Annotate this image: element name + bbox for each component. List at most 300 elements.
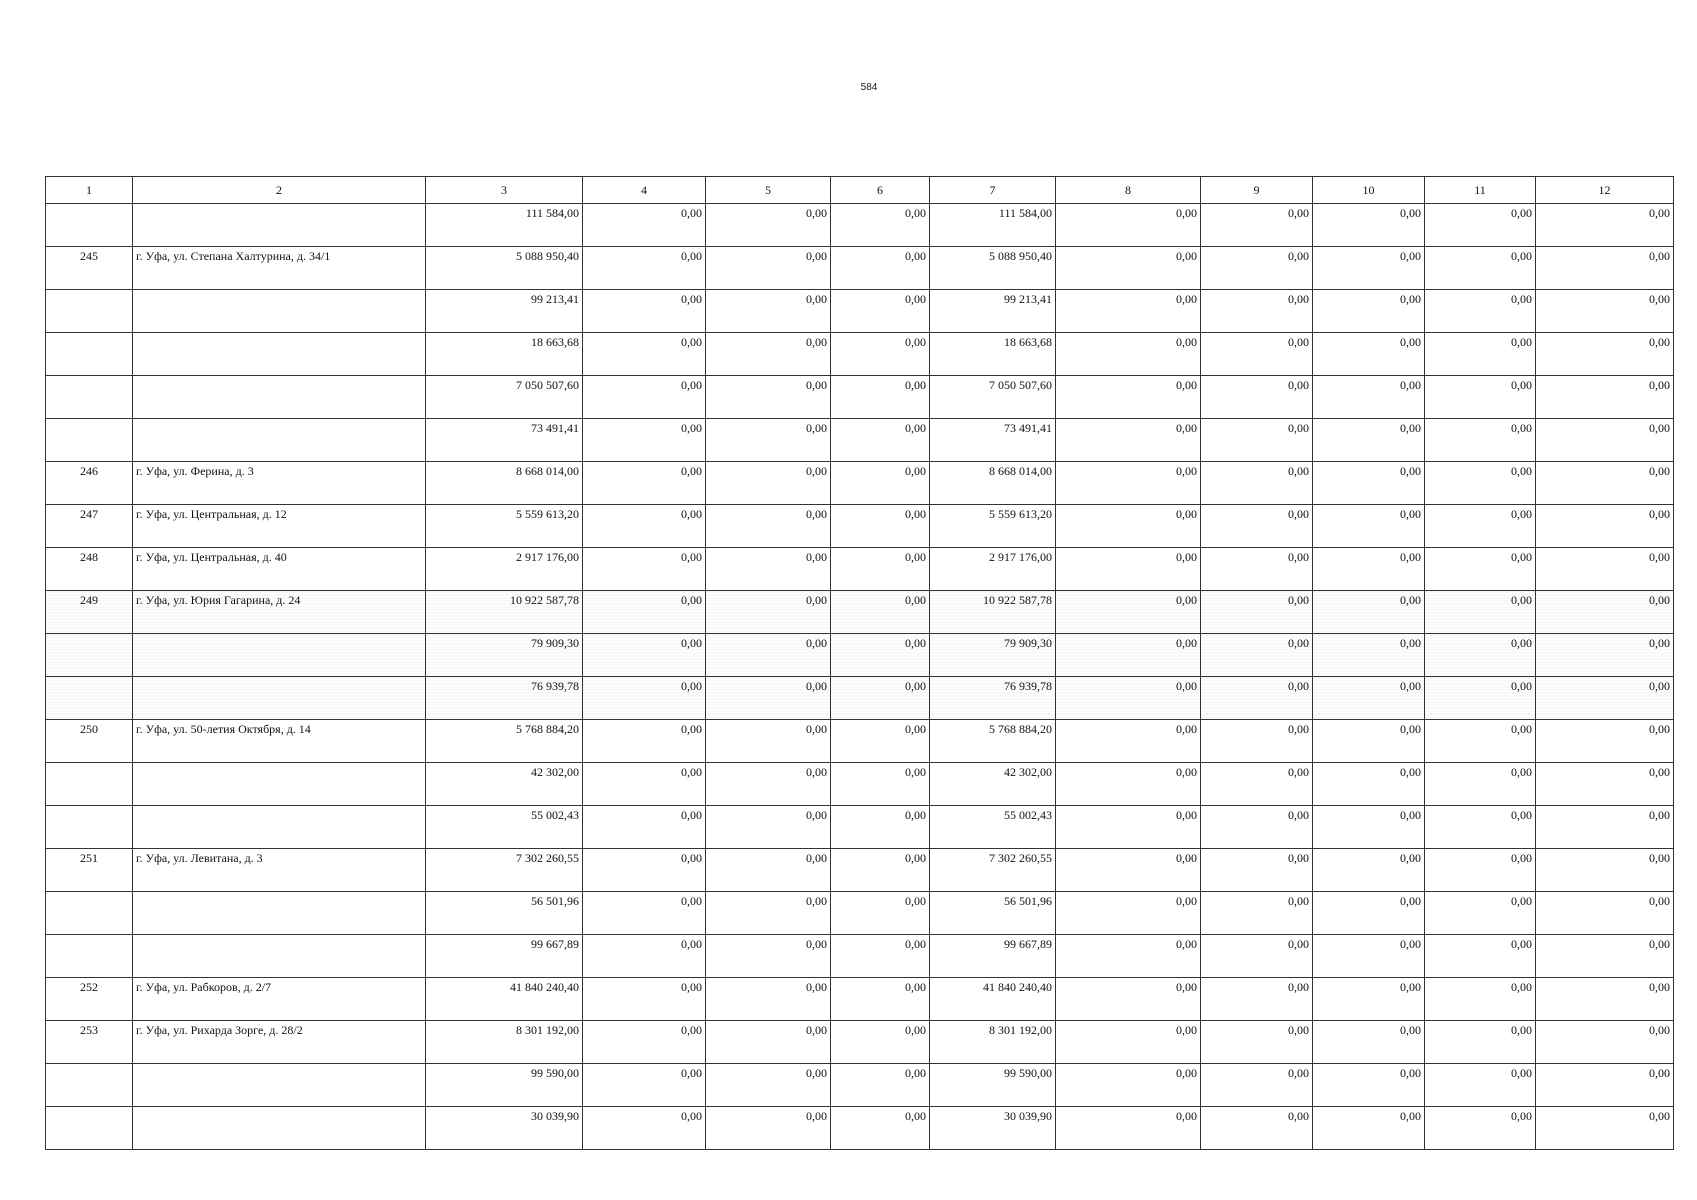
amount-cell: 0,00 xyxy=(1425,892,1536,935)
amount-cell: 10 922 587,78 xyxy=(426,591,583,634)
row-number-cell: 251 xyxy=(46,849,133,892)
amount-cell: 0,00 xyxy=(1056,935,1201,978)
amount-cell: 0,00 xyxy=(1201,677,1313,720)
amount-cell: 0,00 xyxy=(1313,892,1425,935)
column-header: 6 xyxy=(831,177,930,204)
amount-cell: 18 663,68 xyxy=(426,333,583,376)
amount-cell: 0,00 xyxy=(1201,247,1313,290)
address-cell: г. Уфа, ул. Центральная, д. 12 xyxy=(133,505,426,548)
amount-cell: 0,00 xyxy=(1056,204,1201,247)
amount-cell: 0,00 xyxy=(831,419,930,462)
amount-cell: 0,00 xyxy=(706,548,831,591)
row-number-cell xyxy=(46,419,133,462)
amount-cell: 0,00 xyxy=(1425,1107,1536,1150)
amount-cell: 0,00 xyxy=(1313,1021,1425,1064)
row-number-cell xyxy=(46,763,133,806)
amount-cell: 0,00 xyxy=(583,204,706,247)
amount-cell: 0,00 xyxy=(1313,548,1425,591)
amount-cell: 0,00 xyxy=(583,548,706,591)
amount-cell: 99 213,41 xyxy=(930,290,1056,333)
amount-cell: 56 501,96 xyxy=(426,892,583,935)
table-row xyxy=(46,247,1674,290)
amount-cell: 18 663,68 xyxy=(930,333,1056,376)
amount-cell: 0,00 xyxy=(831,376,930,419)
amount-cell: 0,00 xyxy=(1313,419,1425,462)
amount-cell: 0,00 xyxy=(706,462,831,505)
amount-cell: 0,00 xyxy=(1056,634,1201,677)
amount-cell: 0,00 xyxy=(1056,333,1201,376)
amount-cell: 0,00 xyxy=(1056,720,1201,763)
amount-cell: 0,00 xyxy=(1313,935,1425,978)
table-row xyxy=(46,677,1674,720)
amount-cell: 0,00 xyxy=(706,419,831,462)
amount-cell: 0,00 xyxy=(831,505,930,548)
amount-cell: 0,00 xyxy=(1056,1021,1201,1064)
amount-cell: 0,00 xyxy=(1536,763,1674,806)
amount-cell: 0,00 xyxy=(1056,462,1201,505)
amount-cell: 0,00 xyxy=(1425,1021,1536,1064)
address-cell xyxy=(133,892,426,935)
amount-cell: 0,00 xyxy=(706,634,831,677)
amount-cell: 41 840 240,40 xyxy=(426,978,583,1021)
address-cell xyxy=(133,677,426,720)
amount-cell: 0,00 xyxy=(831,763,930,806)
amount-cell: 0,00 xyxy=(831,591,930,634)
amount-cell: 0,00 xyxy=(706,935,831,978)
header-row xyxy=(46,177,1674,204)
amount-cell: 0,00 xyxy=(706,1021,831,1064)
amount-cell: 0,00 xyxy=(831,849,930,892)
amount-cell: 0,00 xyxy=(583,677,706,720)
amount-cell: 5 768 884,20 xyxy=(930,720,1056,763)
amount-cell: 0,00 xyxy=(1313,806,1425,849)
table-row xyxy=(46,763,1674,806)
amount-cell: 0,00 xyxy=(1425,333,1536,376)
amount-cell: 73 491,41 xyxy=(426,419,583,462)
amount-cell: 0,00 xyxy=(1425,419,1536,462)
column-header: 3 xyxy=(426,177,583,204)
amount-cell: 0,00 xyxy=(1201,419,1313,462)
row-number-cell xyxy=(46,634,133,677)
amount-cell: 0,00 xyxy=(1056,505,1201,548)
address-cell xyxy=(133,935,426,978)
amount-cell: 0,00 xyxy=(831,978,930,1021)
address-cell: г. Уфа, ул. Юрия Гагарина, д. 24 xyxy=(133,591,426,634)
amount-cell: 0,00 xyxy=(1425,677,1536,720)
table-row xyxy=(46,892,1674,935)
amount-cell: 0,00 xyxy=(1201,462,1313,505)
amount-cell: 76 939,78 xyxy=(930,677,1056,720)
column-header: 9 xyxy=(1201,177,1313,204)
amount-cell: 0,00 xyxy=(1313,1107,1425,1150)
amount-cell: 0,00 xyxy=(1425,247,1536,290)
row-number-cell: 252 xyxy=(46,978,133,1021)
amount-cell: 99 213,41 xyxy=(426,290,583,333)
amount-cell: 0,00 xyxy=(706,892,831,935)
amount-cell: 30 039,90 xyxy=(930,1107,1056,1150)
amount-cell: 0,00 xyxy=(706,1107,831,1150)
amount-cell: 5 768 884,20 xyxy=(426,720,583,763)
amount-cell: 0,00 xyxy=(1425,591,1536,634)
amount-cell: 5 088 950,40 xyxy=(426,247,583,290)
amount-cell: 55 002,43 xyxy=(426,806,583,849)
table-row xyxy=(46,505,1674,548)
amount-cell: 0,00 xyxy=(1201,591,1313,634)
amount-cell: 0,00 xyxy=(583,1021,706,1064)
amount-cell: 0,00 xyxy=(1313,720,1425,763)
address-cell xyxy=(133,333,426,376)
amount-cell: 7 050 507,60 xyxy=(426,376,583,419)
amount-cell: 0,00 xyxy=(706,290,831,333)
table-row xyxy=(46,204,1674,247)
amount-cell: 0,00 xyxy=(706,1064,831,1107)
amount-cell: 0,00 xyxy=(831,1021,930,1064)
amount-cell: 99 590,00 xyxy=(426,1064,583,1107)
table-row xyxy=(46,376,1674,419)
amount-cell: 0,00 xyxy=(583,935,706,978)
amount-cell: 0,00 xyxy=(1425,720,1536,763)
row-number-cell xyxy=(46,1107,133,1150)
address-cell xyxy=(133,763,426,806)
amount-cell: 42 302,00 xyxy=(930,763,1056,806)
amount-cell: 0,00 xyxy=(706,806,831,849)
amount-cell: 30 039,90 xyxy=(426,1107,583,1150)
row-number-cell xyxy=(46,204,133,247)
amount-cell: 0,00 xyxy=(1536,505,1674,548)
address-cell: г. Уфа, ул. Рихарда Зорге, д. 28/2 xyxy=(133,1021,426,1064)
amount-cell: 0,00 xyxy=(583,849,706,892)
amount-cell: 0,00 xyxy=(1425,548,1536,591)
amount-cell: 5 559 613,20 xyxy=(930,505,1056,548)
amount-cell: 8 301 192,00 xyxy=(426,1021,583,1064)
amount-cell: 76 939,78 xyxy=(426,677,583,720)
amount-cell: 0,00 xyxy=(583,505,706,548)
amount-cell: 0,00 xyxy=(1056,591,1201,634)
amount-cell: 0,00 xyxy=(1201,204,1313,247)
amount-cell: 0,00 xyxy=(1313,290,1425,333)
amount-cell: 56 501,96 xyxy=(930,892,1056,935)
amount-cell: 0,00 xyxy=(1313,849,1425,892)
amount-cell: 0,00 xyxy=(583,1064,706,1107)
amount-cell: 0,00 xyxy=(1056,1064,1201,1107)
amount-cell: 0,00 xyxy=(1425,806,1536,849)
amount-cell: 0,00 xyxy=(1425,505,1536,548)
amount-cell: 0,00 xyxy=(1536,1021,1674,1064)
amount-cell: 0,00 xyxy=(706,204,831,247)
amount-cell: 0,00 xyxy=(1201,849,1313,892)
amount-cell: 8 668 014,00 xyxy=(426,462,583,505)
table-row xyxy=(46,1107,1674,1150)
amount-cell: 0,00 xyxy=(1201,1107,1313,1150)
amount-cell: 10 922 587,78 xyxy=(930,591,1056,634)
table-row xyxy=(46,548,1674,591)
amount-cell: 0,00 xyxy=(831,462,930,505)
amount-cell: 0,00 xyxy=(1425,462,1536,505)
budget-table xyxy=(45,176,1674,1150)
amount-cell: 0,00 xyxy=(1201,333,1313,376)
amount-cell: 0,00 xyxy=(706,849,831,892)
amount-cell: 7 302 260,55 xyxy=(426,849,583,892)
amount-cell: 0,00 xyxy=(1536,591,1674,634)
amount-cell: 0,00 xyxy=(706,763,831,806)
amount-cell: 0,00 xyxy=(831,247,930,290)
amount-cell: 0,00 xyxy=(583,1107,706,1150)
amount-cell: 0,00 xyxy=(1313,462,1425,505)
amount-cell: 0,00 xyxy=(1313,505,1425,548)
table-row xyxy=(46,935,1674,978)
column-header: 8 xyxy=(1056,177,1201,204)
amount-cell: 0,00 xyxy=(583,720,706,763)
amount-cell: 0,00 xyxy=(1201,1021,1313,1064)
amount-cell: 2 917 176,00 xyxy=(930,548,1056,591)
amount-cell: 0,00 xyxy=(1536,1107,1674,1150)
amount-cell: 0,00 xyxy=(1425,978,1536,1021)
amount-cell: 0,00 xyxy=(831,333,930,376)
amount-cell: 0,00 xyxy=(583,634,706,677)
amount-cell: 0,00 xyxy=(831,1107,930,1150)
row-number-cell: 250 xyxy=(46,720,133,763)
address-cell xyxy=(133,1107,426,1150)
amount-cell: 0,00 xyxy=(1425,935,1536,978)
amount-cell: 0,00 xyxy=(706,978,831,1021)
amount-cell: 0,00 xyxy=(1425,204,1536,247)
amount-cell: 0,00 xyxy=(1313,591,1425,634)
amount-cell: 0,00 xyxy=(1536,333,1674,376)
table-row xyxy=(46,290,1674,333)
amount-cell: 0,00 xyxy=(706,333,831,376)
amount-cell: 0,00 xyxy=(1536,419,1674,462)
column-header: 12 xyxy=(1536,177,1674,204)
amount-cell: 0,00 xyxy=(1536,978,1674,1021)
amount-cell: 0,00 xyxy=(1425,849,1536,892)
address-cell xyxy=(133,1064,426,1107)
amount-cell: 0,00 xyxy=(1313,1064,1425,1107)
column-header: 1 xyxy=(46,177,133,204)
amount-cell: 0,00 xyxy=(1056,806,1201,849)
amount-cell: 0,00 xyxy=(1536,634,1674,677)
amount-cell: 0,00 xyxy=(1201,634,1313,677)
amount-cell: 0,00 xyxy=(1201,290,1313,333)
address-cell xyxy=(133,419,426,462)
row-number-cell xyxy=(46,333,133,376)
amount-cell: 5 088 950,40 xyxy=(930,247,1056,290)
amount-cell: 0,00 xyxy=(1425,290,1536,333)
amount-cell: 0,00 xyxy=(1536,247,1674,290)
amount-cell: 8 668 014,00 xyxy=(930,462,1056,505)
amount-cell: 0,00 xyxy=(1056,677,1201,720)
amount-cell: 0,00 xyxy=(1536,849,1674,892)
amount-cell: 0,00 xyxy=(1201,505,1313,548)
table-row xyxy=(46,419,1674,462)
amount-cell: 7 302 260,55 xyxy=(930,849,1056,892)
table-row xyxy=(46,1064,1674,1107)
table-row xyxy=(46,634,1674,677)
column-header: 11 xyxy=(1425,177,1536,204)
amount-cell: 0,00 xyxy=(706,247,831,290)
amount-cell: 0,00 xyxy=(1201,1064,1313,1107)
amount-cell: 0,00 xyxy=(1425,376,1536,419)
amount-cell: 0,00 xyxy=(831,806,930,849)
amount-cell: 99 667,89 xyxy=(930,935,1056,978)
column-header: 5 xyxy=(706,177,831,204)
table-row xyxy=(46,1021,1674,1064)
amount-cell: 0,00 xyxy=(583,978,706,1021)
address-cell xyxy=(133,376,426,419)
amount-cell: 0,00 xyxy=(1056,978,1201,1021)
row-number-cell xyxy=(46,935,133,978)
amount-cell: 0,00 xyxy=(583,591,706,634)
amount-cell: 0,00 xyxy=(831,1064,930,1107)
amount-cell: 0,00 xyxy=(1201,720,1313,763)
table-row xyxy=(46,806,1674,849)
amount-cell: 0,00 xyxy=(1536,548,1674,591)
amount-cell: 8 301 192,00 xyxy=(930,1021,1056,1064)
row-number-cell: 249 xyxy=(46,591,133,634)
column-header: 10 xyxy=(1313,177,1425,204)
amount-cell: 0,00 xyxy=(831,935,930,978)
page-number: 584 xyxy=(860,82,878,93)
amount-cell: 0,00 xyxy=(1201,376,1313,419)
amount-cell: 0,00 xyxy=(1536,462,1674,505)
column-header: 4 xyxy=(583,177,706,204)
amount-cell: 0,00 xyxy=(706,505,831,548)
address-cell xyxy=(133,204,426,247)
row-number-cell xyxy=(46,806,133,849)
amount-cell: 0,00 xyxy=(1536,290,1674,333)
table-row xyxy=(46,720,1674,763)
amount-cell: 0,00 xyxy=(831,548,930,591)
amount-cell: 0,00 xyxy=(1536,204,1674,247)
amount-cell: 0,00 xyxy=(831,720,930,763)
table-row xyxy=(46,462,1674,505)
column-header: 2 xyxy=(133,177,426,204)
amount-cell: 0,00 xyxy=(583,806,706,849)
amount-cell: 0,00 xyxy=(831,677,930,720)
row-number-cell xyxy=(46,892,133,935)
amount-cell: 111 584,00 xyxy=(426,204,583,247)
address-cell: г. Уфа, ул. Степана Халтурина, д. 34/1 xyxy=(133,247,426,290)
amount-cell: 111 584,00 xyxy=(930,204,1056,247)
table-row xyxy=(46,591,1674,634)
amount-cell: 0,00 xyxy=(583,333,706,376)
row-number-cell: 247 xyxy=(46,505,133,548)
amount-cell: 0,00 xyxy=(1313,376,1425,419)
row-number-cell: 246 xyxy=(46,462,133,505)
amount-cell: 0,00 xyxy=(1536,806,1674,849)
amount-cell: 0,00 xyxy=(1536,677,1674,720)
table-body xyxy=(46,204,1674,1150)
amount-cell: 7 050 507,60 xyxy=(930,376,1056,419)
amount-cell: 5 559 613,20 xyxy=(426,505,583,548)
amount-cell: 0,00 xyxy=(583,376,706,419)
amount-cell: 0,00 xyxy=(1201,763,1313,806)
amount-cell: 0,00 xyxy=(706,591,831,634)
address-cell xyxy=(133,634,426,677)
amount-cell: 0,00 xyxy=(1536,376,1674,419)
amount-cell: 0,00 xyxy=(1201,806,1313,849)
amount-cell: 0,00 xyxy=(706,376,831,419)
amount-cell: 0,00 xyxy=(1536,1064,1674,1107)
row-number-cell xyxy=(46,290,133,333)
amount-cell: 0,00 xyxy=(583,763,706,806)
address-cell xyxy=(133,290,426,333)
row-number-cell: 253 xyxy=(46,1021,133,1064)
amount-cell: 0,00 xyxy=(1313,634,1425,677)
amount-cell: 0,00 xyxy=(1056,892,1201,935)
amount-cell: 0,00 xyxy=(1201,978,1313,1021)
amount-cell: 0,00 xyxy=(1056,763,1201,806)
amount-cell: 99 590,00 xyxy=(930,1064,1056,1107)
amount-cell: 99 667,89 xyxy=(426,935,583,978)
address-cell: г. Уфа, ул. Рабкоров, д. 2/7 xyxy=(133,978,426,1021)
amount-cell: 79 909,30 xyxy=(426,634,583,677)
amount-cell: 0,00 xyxy=(1313,247,1425,290)
column-header: 7 xyxy=(930,177,1056,204)
amount-cell: 55 002,43 xyxy=(930,806,1056,849)
amount-cell: 0,00 xyxy=(1425,634,1536,677)
row-number-cell xyxy=(46,1064,133,1107)
address-cell xyxy=(133,806,426,849)
amount-cell: 0,00 xyxy=(1425,1064,1536,1107)
address-cell: г. Уфа, ул. 50-летия Октября, д. 14 xyxy=(133,720,426,763)
amount-cell: 0,00 xyxy=(1056,849,1201,892)
amount-cell: 0,00 xyxy=(1536,720,1674,763)
amount-cell: 0,00 xyxy=(1536,892,1674,935)
amount-cell: 0,00 xyxy=(1056,1107,1201,1150)
amount-cell: 0,00 xyxy=(1313,204,1425,247)
amount-cell: 0,00 xyxy=(831,892,930,935)
amount-cell: 0,00 xyxy=(1313,677,1425,720)
amount-cell: 73 491,41 xyxy=(930,419,1056,462)
table-row xyxy=(46,978,1674,1021)
amount-cell: 0,00 xyxy=(706,720,831,763)
amount-cell: 0,00 xyxy=(1313,333,1425,376)
amount-cell: 0,00 xyxy=(1201,548,1313,591)
amount-cell: 0,00 xyxy=(1056,247,1201,290)
amount-cell: 0,00 xyxy=(1536,935,1674,978)
amount-cell: 0,00 xyxy=(1056,290,1201,333)
amount-cell: 41 840 240,40 xyxy=(930,978,1056,1021)
amount-cell: 0,00 xyxy=(583,290,706,333)
amount-cell: 0,00 xyxy=(583,892,706,935)
amount-cell: 0,00 xyxy=(1056,376,1201,419)
address-cell: г. Уфа, ул. Центральная, д. 40 xyxy=(133,548,426,591)
amount-cell: 0,00 xyxy=(831,204,930,247)
amount-cell: 0,00 xyxy=(1425,763,1536,806)
address-cell: г. Уфа, ул. Ферина, д. 3 xyxy=(133,462,426,505)
amount-cell: 0,00 xyxy=(583,419,706,462)
amount-cell: 0,00 xyxy=(1201,935,1313,978)
amount-cell: 0,00 xyxy=(583,462,706,505)
amount-cell: 79 909,30 xyxy=(930,634,1056,677)
amount-cell: 0,00 xyxy=(706,677,831,720)
row-number-cell xyxy=(46,677,133,720)
amount-cell: 0,00 xyxy=(1313,763,1425,806)
row-number-cell: 245 xyxy=(46,247,133,290)
amount-cell: 0,00 xyxy=(1313,978,1425,1021)
amount-cell: 42 302,00 xyxy=(426,763,583,806)
row-number-cell xyxy=(46,376,133,419)
amount-cell: 2 917 176,00 xyxy=(426,548,583,591)
table-row xyxy=(46,333,1674,376)
amount-cell: 0,00 xyxy=(1201,892,1313,935)
amount-cell: 0,00 xyxy=(1056,548,1201,591)
amount-cell: 0,00 xyxy=(583,247,706,290)
address-cell: г. Уфа, ул. Левитана, д. 3 xyxy=(133,849,426,892)
amount-cell: 0,00 xyxy=(831,634,930,677)
amount-cell: 0,00 xyxy=(1056,419,1201,462)
amount-cell: 0,00 xyxy=(831,290,930,333)
